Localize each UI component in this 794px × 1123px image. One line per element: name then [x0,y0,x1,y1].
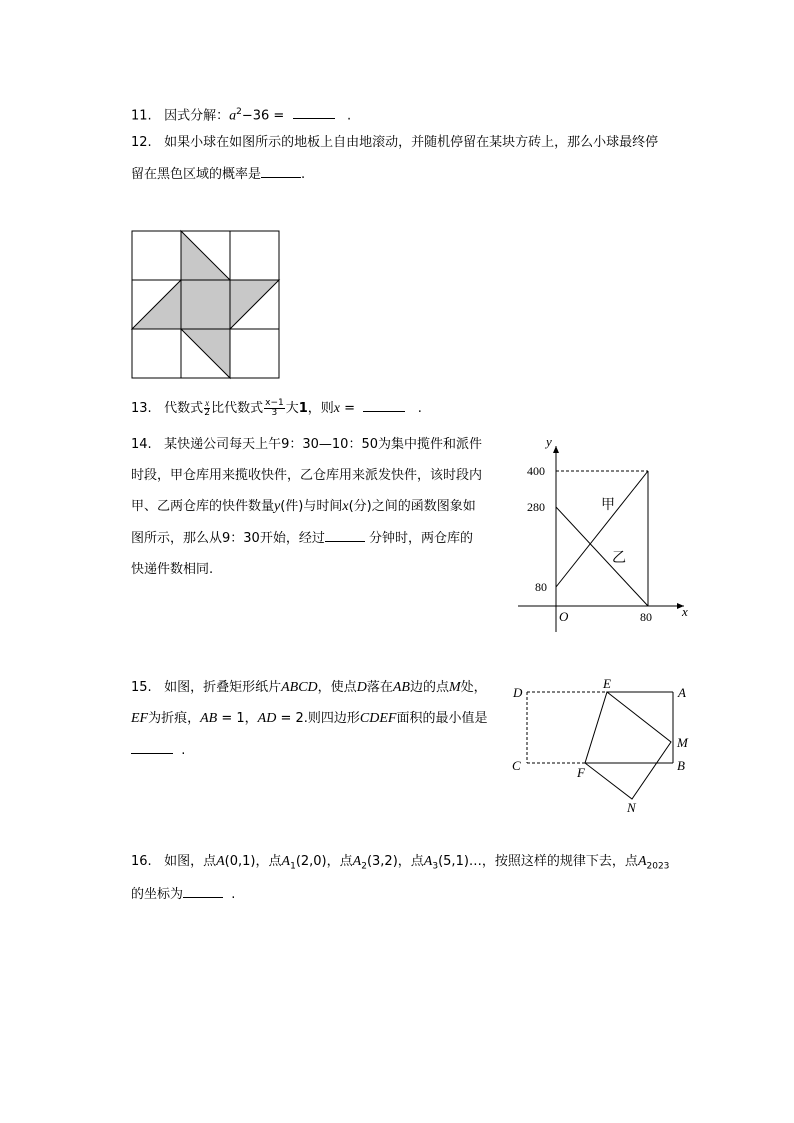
folded-quad-EMNF [585,692,671,799]
label-B: B [677,758,685,773]
question-15-line1 [131,679,487,697]
q14-var-x: x [342,499,349,514]
q15-blank[interactable] [131,741,173,754]
q15-d: D [356,680,367,695]
q12-text-line1: 如果小球在如图所示的地板上自由地滚动，并随机停留在某块方砖上，那么小球最终停 [164,135,659,150]
q14-text-line1: 某快递公司每天上午9：30—10：50为集中揽件和派件 [164,437,482,452]
frac2-num: x−1 [265,398,284,408]
q13-text-4: ，则 [307,401,334,416]
q15-abcd: ABCD [281,680,318,695]
q13-end: . [417,401,422,416]
q16-c3: (5,1)… [438,854,482,869]
q12-text-line2: 留在黑色区域的概率是 [131,167,262,182]
q16-text-4: ，点 [397,854,424,869]
label-jia: 甲 [601,498,615,513]
q15-text-1: 如图，折叠矩形纸片 [164,680,282,695]
q13-text-3: 大 [285,401,299,416]
q15-fold-figure [508,678,698,818]
label-yi: 乙 [612,551,626,566]
q16-sub3: 3 [432,861,439,872]
question-16-line2 [131,885,235,904]
question-12-line1 [131,134,658,152]
q15-end: . [181,743,186,758]
frac2-den: 3 [271,408,278,418]
question-13 [131,399,422,418]
q11-var: a [229,108,237,124]
line-yi [556,507,648,606]
label-D: D [513,685,523,700]
question-14-line2 [131,467,482,485]
q15-text-2: ，使点 [317,680,357,695]
q15-ab2: AB [200,711,218,726]
q15-text-8: = 2.则四边形 [276,711,360,726]
q11-expr: −36 = [241,108,285,124]
graph-x-label: x [682,604,688,619]
floor-tile-figure [129,228,281,380]
tick-280: 280 [527,500,545,514]
q16-c1: (2,0) [295,854,327,869]
q12-number: 12. [131,135,152,150]
q15-number: 15. [131,680,152,695]
label-A: A [678,685,686,700]
label-E: E [603,678,611,691]
graph-origin: O [559,609,569,624]
q11-number: 11. [131,108,152,124]
q16-sub1: 1 [290,861,296,872]
question-12-line2 [131,165,305,184]
q14-number: 14. [131,437,152,452]
q16-a2: A [352,854,362,869]
q15-text-7: = 1， [217,711,258,726]
q15-cdef: CDEF [359,711,397,726]
q11-exp: 2 [236,107,242,117]
q14-text-line3b: (件)与时间 [280,499,343,514]
question-16-line1 [131,853,669,876]
q15-ef: EF [131,711,149,726]
question-14-line4 [131,529,473,548]
q12-blank[interactable] [261,165,301,178]
q13-one: 1 [298,401,308,416]
question-11 [131,103,351,125]
q16-sub4: 2023 [646,861,670,872]
q15-text-4: 边的点 [409,680,449,695]
q16-text-line2: 的坐标为 [131,887,184,902]
q13-text-2: 比代数式 [211,401,264,416]
q14-text-line3c: (分)之间的函数图象如 [348,499,476,514]
q16-end: . [231,887,236,902]
q16-a0: A [216,854,225,869]
question-15-line2 [131,710,487,728]
q14-text-line5: 快递件数相同. [131,562,214,577]
y-axis-arrow [553,446,559,453]
q12-end: . [301,167,306,182]
q11-end: . [346,108,352,124]
q16-a3: A [423,854,433,869]
q16-c0: (0,1) [224,854,256,869]
tick-x-80: 80 [640,610,652,624]
q13-blank[interactable] [363,399,405,412]
q15-text-3: 落在 [366,680,393,695]
question-14-line5 [131,561,213,579]
tick-y-80: 80 [535,580,547,594]
label-N: N [627,800,636,815]
q14-text-line4a: 图所示，那么从9：30开始，经过 [131,531,325,546]
question-14-line1 [131,436,482,454]
q15-m: M [448,680,461,695]
q11-blank[interactable] [293,106,335,119]
q15-text-5: 处， [460,680,487,695]
q16-number: 16. [131,854,152,869]
q16-text-3: ，点 [326,854,353,869]
q16-a1: A [281,854,291,869]
q15-text-9: 面积的最小值是 [396,711,488,726]
q14-text-line2: 时段，甲仓库用来揽收快件，乙仓库用来派发快件，该时段内 [131,468,483,483]
line-jia [556,471,648,587]
q14-blank[interactable] [325,529,365,542]
shaded-region [132,231,279,378]
q16-text-5: ，按照这样的规律下去，点 [481,854,638,869]
fraction-x-over-2 [204,399,210,418]
fraction-x-minus-1-over-3 [264,399,285,418]
q16-sub2: 2 [361,861,367,872]
q16-c2: (3,2) [366,854,398,869]
q14-text-line3a: 甲、乙两仓库的快件数量 [131,499,275,514]
q15-ab: AB [392,680,410,695]
q16-a4: A [637,854,647,869]
q14-function-graph [510,432,700,632]
question-14-line3 [131,498,476,516]
q13-number: 13. [131,401,152,416]
frac1-num: x [205,398,210,408]
q16-text-2: ，点 [255,854,282,869]
q15-ad: AD [257,711,277,726]
q16-blank[interactable] [183,885,223,898]
q13-text-1: 代数式 [164,401,204,416]
label-F: F [577,765,585,780]
graph-y-label: y [546,434,552,449]
q16-text-1: 如图，点 [164,854,217,869]
q11-text: 因式分解： [164,108,230,124]
q14-var-y: y [274,499,281,514]
question-15-line3 [131,741,185,760]
q13-var: x [333,401,341,416]
tick-400: 400 [527,464,545,478]
q15-text-6: 为折痕， [148,711,201,726]
frac1-den: 2 [204,408,210,418]
q13-eq: = [340,401,356,416]
label-C: C [512,758,521,773]
label-M: M [677,735,688,750]
q14-text-line4b: 分钟时，两仓库的 [368,531,473,546]
